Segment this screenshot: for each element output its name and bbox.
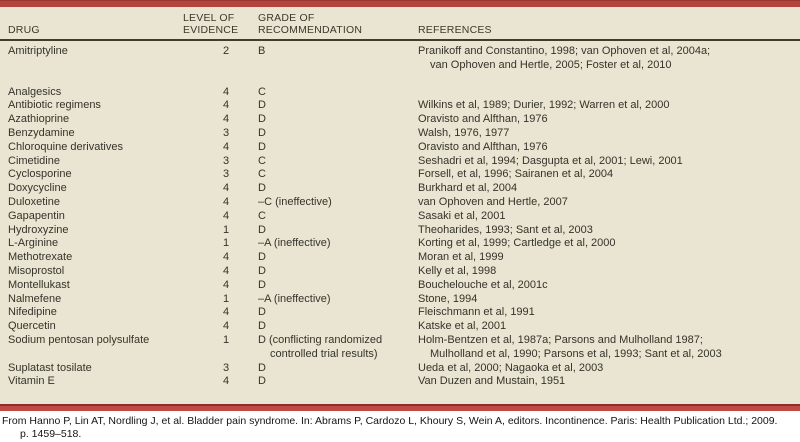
cell-line: Seshadri et al, 1994; Dasgupta et al, 2001; Lewi, 2001 [418,154,683,167]
drug-name-cell: Gapapentin [8,209,65,222]
column-header-level-of-evidence [183,12,258,36]
level-of-evidence-cell: 4 [223,278,230,291]
grade-of-recommendation-cell [258,237,418,251]
grade-of-recommendation-cell [258,362,418,376]
cell-line: C [258,154,266,167]
table-row [0,99,800,113]
source-footnote [0,411,800,440]
cell-continuation-line: van Ophoven and Hertle, 2005; Foster et al, 2010 [430,58,672,71]
references-cell [418,99,800,113]
drug-name-cell: Antibiotic regimens [8,99,101,112]
level-of-evidence-cell: 4 [223,375,230,388]
level-of-evidence-cell: 4 [223,209,230,222]
table-row [0,196,800,210]
references-cell [418,251,800,265]
drug-name-cell: Methotrexate [8,251,73,264]
drug-name-cell: Hydroxyzine [8,223,69,236]
table-row [0,251,800,265]
cell-continuation-line: controlled trial results) [270,347,378,360]
cell-line: –C (ineffective) [258,195,332,208]
drug-name-cell: Analgesics [8,85,62,98]
cell-line: Holm-Bentzen et al, 1987a; Parsons and Mulholland 1987; [418,333,703,346]
level-of-evidence-cell: 4 [223,85,230,98]
references-cell [418,141,800,155]
grade-of-recommendation-cell [258,279,418,293]
column-header-references: REFERENCES [418,24,492,36]
drug-name-cell: Sodium pentosan polysulfate [8,333,150,346]
table-row [0,210,800,224]
level-of-evidence-cell: 3 [223,168,230,181]
drug-name-cell: Nalmefene [8,292,62,305]
column-header-drug: DRUG [8,24,40,36]
drug-name-cell: Cimetidine [8,154,60,167]
grade-of-recommendation-cell [258,196,418,210]
drug-name-cell: Cyclosporine [8,168,72,181]
cell-line: –A (ineffective) [258,292,331,305]
grade-of-recommendation-cell [258,113,418,127]
table-row [0,168,800,182]
references-cell [418,168,800,182]
table-row [0,375,800,389]
references-cell [418,334,800,362]
cell-line: Van Duzen and Mustain, 1951 [418,375,566,388]
level-of-evidence-cell: 4 [223,264,230,277]
level-of-evidence-cell: 3 [223,154,230,167]
level-of-evidence-cell: 1 [223,333,230,346]
grade-of-recommendation-cell [258,265,418,279]
references-cell [418,196,800,210]
table-bottom-border [0,404,800,411]
cell-line: C [258,168,266,181]
grade-of-recommendation-cell [258,375,418,389]
grade-of-recommendation-cell [258,251,418,265]
table-row [0,279,800,293]
table-row [0,224,800,238]
cell-line: C [258,209,266,222]
table-top-border [0,0,800,7]
cell-line: Ueda et al, 2000; Nagaoka et al, 2003 [418,361,604,374]
table-row [0,127,800,141]
references-cell [418,306,800,320]
column-header-grade-of-recommendation [258,12,418,36]
column-header-grade-line1: GRADE OF [258,12,315,24]
cell-line: –A (ineffective) [258,237,331,250]
level-of-evidence-cell: 1 [223,223,230,236]
references-cell [418,155,800,169]
level-of-evidence-cell: 3 [223,126,230,139]
references-cell [418,127,800,141]
cell-line: D [258,223,266,236]
source-footnote-line1: From Hanno P, Lin AT, Nordling J, et al. Bladder pain syndrome. In: Abrams P, Cardozo L, Khoury S, Wein A, editors. Incontinence. Paris: Health Publication Ltd.; 2009. [2,415,778,427]
level-of-evidence-cell: 4 [223,99,230,112]
grade-of-recommendation-cell [258,224,418,238]
cell-line: Moran et al, 1999 [418,251,504,264]
grade-of-recommendation-cell [258,334,418,362]
drug-name-cell: Duloxetine [8,195,60,208]
table-row [0,320,800,334]
references-cell [418,293,800,307]
cell-line: Korting et al, 1999; Cartledge et al, 2000 [418,237,616,250]
cell-line: Pranikoff and Constantino, 1998; van Ophoven et al, 2004a; [418,45,711,57]
drug-name-cell: L-Arginine [8,237,59,250]
level-of-evidence-cell: 4 [223,306,230,319]
drug-name-cell: Montellukast [8,278,70,291]
table-row [0,141,800,155]
cell-line: Katske et al, 2001 [418,320,507,333]
grade-of-recommendation-cell [258,45,418,73]
table-row [0,45,800,73]
cell-line: Kelly et al, 1998 [418,264,497,277]
grade-of-recommendation-cell [258,293,418,307]
level-of-evidence-cell: 4 [223,140,230,153]
references-cell [418,279,800,293]
level-of-evidence-cell: 4 [223,113,230,126]
cell-line: D [258,375,266,388]
cell-line: C [258,85,266,98]
cell-line: Wilkins et al, 1989; Durier, 1992; Warren et al, 2000 [418,99,670,112]
level-of-evidence-cell: 2 [223,45,230,57]
grade-of-recommendation-cell [258,168,418,182]
grade-of-recommendation-cell [258,182,418,196]
grade-of-recommendation-cell [258,99,418,113]
references-cell [418,224,800,238]
grade-of-recommendation-cell [258,127,418,141]
cell-line: Bouchelouche et al, 2001c [418,278,548,291]
cell-line: D [258,251,266,264]
grade-of-recommendation-cell [258,86,418,100]
table-row [0,334,800,362]
table-row [0,113,800,127]
grade-of-recommendation-cell [258,141,418,155]
cell-line: D [258,306,266,319]
level-of-evidence-cell: 1 [223,237,230,250]
references-cell [418,182,800,196]
references-cell [418,362,800,376]
references-cell [418,113,800,127]
column-header-grade-line2: RECOMMENDATION [258,24,363,36]
drug-name-cell: Doxycycline [8,182,67,195]
references-cell [418,45,800,73]
cell-line: D [258,99,266,112]
cell-line: B [258,45,266,57]
table-row [0,265,800,279]
cell-line: D [258,278,266,291]
column-header-level-line2: EVIDENCE [183,24,239,36]
table-row [0,306,800,320]
drug-name-cell: Suplatast tosilate [8,361,92,374]
cell-line: D [258,140,266,153]
table-body [0,41,800,389]
table-row [0,86,800,100]
drug-name-cell: Misoprostol [8,264,65,277]
cell-line: Stone, 1994 [418,292,478,305]
cell-line: Fleischmann et al, 1991 [418,306,535,319]
grade-of-recommendation-cell [258,320,418,334]
level-of-evidence-cell: 4 [223,195,230,208]
table-row [0,293,800,307]
cell-line: D [258,113,266,126]
cell-line: Walsh, 1976, 1977 [418,126,510,139]
table-row [0,237,800,251]
level-of-evidence-cell: 4 [223,251,230,264]
level-of-evidence-cell: 1 [223,292,230,305]
cell-line: D [258,361,266,374]
table-row [0,182,800,196]
cell-line: D [258,320,266,333]
column-header-level-line1: LEVEL OF [183,12,235,24]
cell-line: Oravisto and Alfthan, 1976 [418,113,548,126]
drug-name-cell: Chloroquine derivatives [8,140,123,153]
level-of-evidence-cell: 4 [223,182,230,195]
source-footnote-line2: p. 1459–518. [20,427,82,440]
drug-name-cell: Vitamin E [8,375,55,388]
level-of-evidence-cell: 3 [223,361,230,374]
cell-line: D [258,182,266,195]
cell-line: Burkhard et al, 2004 [418,182,518,195]
cell-line: van Ophoven and Hertle, 2007 [418,195,568,208]
grade-of-recommendation-cell [258,306,418,320]
cell-line: D (conflicting randomized [258,333,383,346]
drug-name-cell: Benzydamine [8,126,75,139]
references-cell [418,265,800,279]
drug-name-cell: Nifedipine [8,306,57,319]
cell-line: D [258,126,266,139]
references-cell [418,237,800,251]
level-of-evidence-cell: 4 [223,320,230,333]
cell-line: Theoharides, 1993; Sant et al, 2003 [418,223,593,236]
references-cell [418,320,800,334]
table-row [0,155,800,169]
references-cell [418,375,800,389]
drug-name-cell: Amitriptyline [8,45,68,57]
cell-line: Oravisto and Alfthan, 1976 [418,140,548,153]
cell-line: Sasaki et al, 2001 [418,209,506,222]
table-header-row [0,7,800,41]
cell-line: D [258,264,266,277]
grade-of-recommendation-cell [258,155,418,169]
cell-line: Forsell, et al, 1996; Sairanen et al, 2004 [418,168,614,181]
references-cell [418,210,800,224]
drug-name-cell: Azathioprine [8,113,70,126]
drug-name-cell: Quercetin [8,320,56,333]
table-row [0,362,800,376]
grade-of-recommendation-cell [258,210,418,224]
cell-continuation-line: Mulholland et al, 1990; Parsons et al, 1993; Sant et al, 2003 [430,347,722,360]
references-cell [418,86,800,100]
